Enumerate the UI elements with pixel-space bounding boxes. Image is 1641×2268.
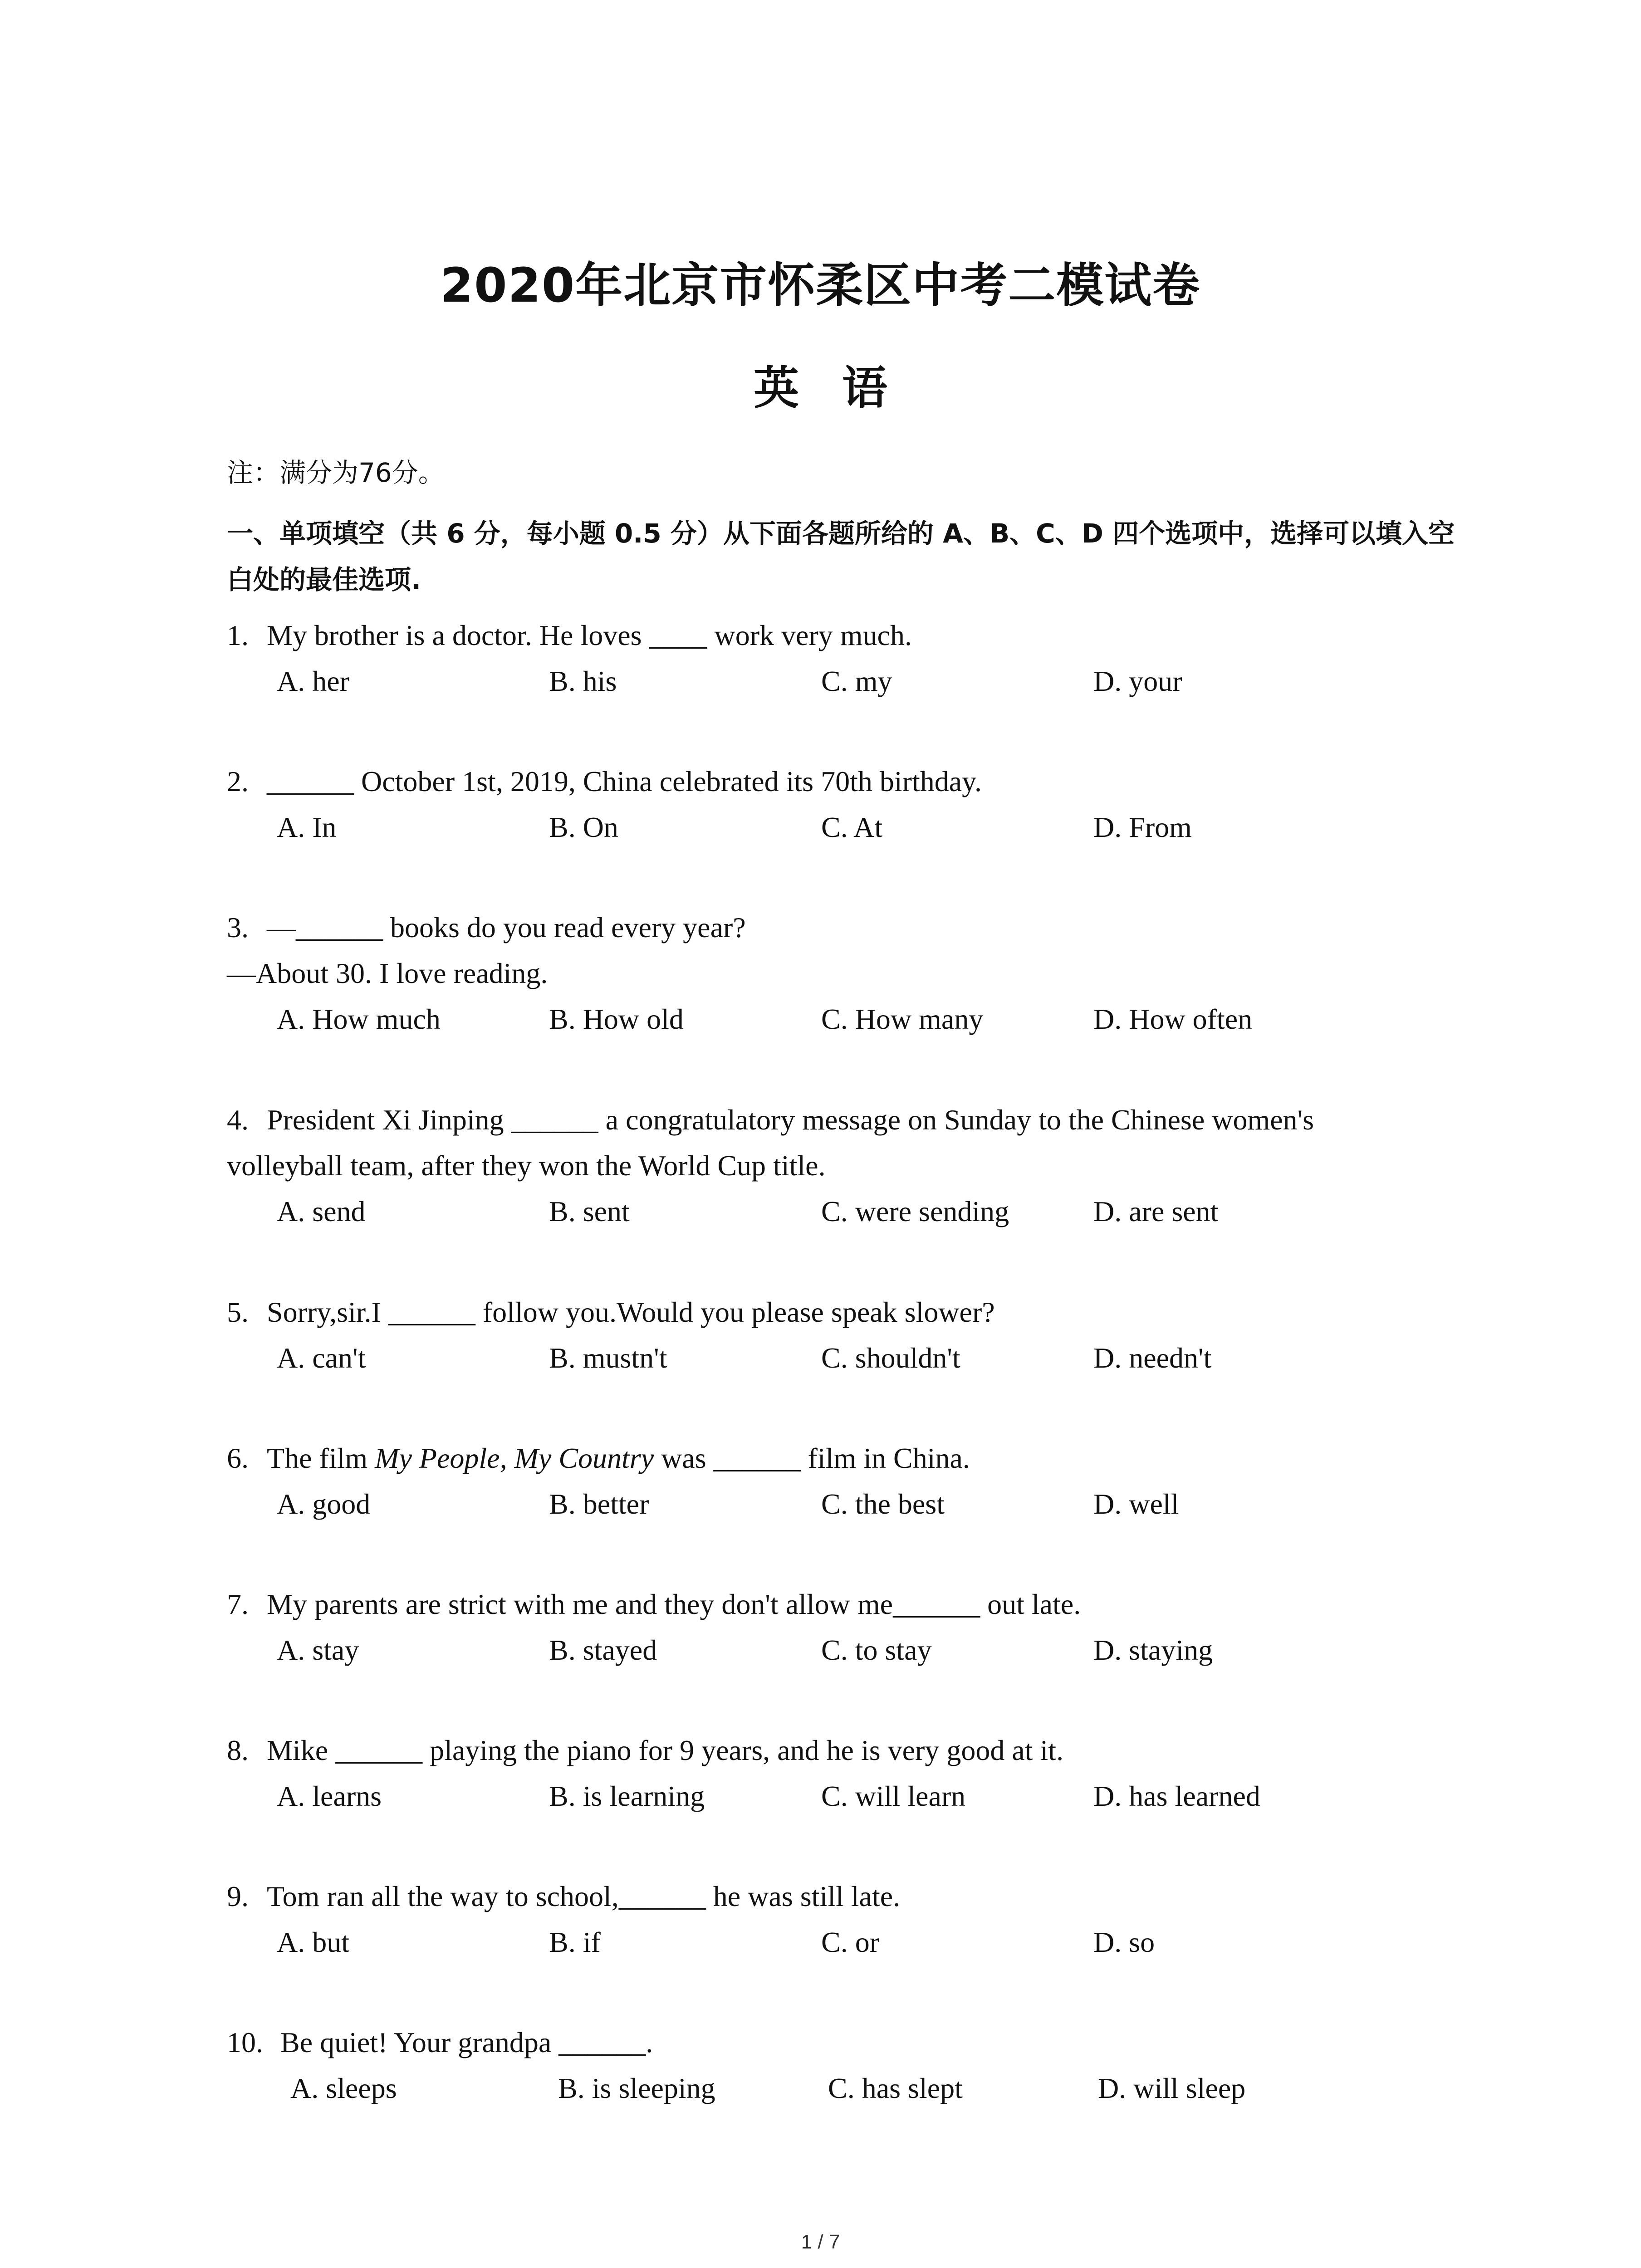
question-stem	[227, 758, 1452, 804]
option-row	[227, 1919, 1452, 1965]
option-c: C. has slept	[828, 2072, 963, 2104]
question-text: Be quiet! Your grandpa ______.	[280, 2026, 653, 2058]
question-text-cont: volleyball team, after they won the World Cup title.	[227, 1149, 826, 1182]
option-b: B. is learning	[549, 1780, 705, 1812]
option-c: C. or	[821, 1926, 879, 1958]
question-text-cont: —About 30. I love reading.	[227, 957, 548, 989]
option-a: A. How much	[277, 1003, 441, 1035]
option-row	[227, 1188, 1452, 1234]
option-d: D. are sent	[1093, 1195, 1219, 1227]
option-b: B. if	[549, 1926, 601, 1958]
question-3	[227, 904, 1452, 1097]
option-d: D. your	[1093, 665, 1182, 697]
question-text: —______ books do you read every year?	[267, 911, 746, 943]
question-text: Sorry,sir.I ______ follow you.Would you please speak slower?	[267, 1296, 995, 1328]
score-note: 注：满分为76分。	[227, 457, 445, 488]
option-b: B. mustn't	[549, 1342, 667, 1374]
question-4	[227, 1097, 1452, 1289]
option-c: C. How many	[821, 1003, 984, 1035]
question-6	[227, 1435, 1452, 1581]
question-stem	[227, 612, 1452, 658]
option-c: C. will learn	[821, 1780, 966, 1812]
option-c: C. At	[821, 811, 883, 843]
question-8	[227, 1727, 1452, 1873]
option-row	[227, 804, 1452, 850]
film-title: My People, My Country	[375, 1442, 654, 1474]
question-number: 10.	[227, 2026, 263, 2058]
question-stem	[227, 1581, 1452, 1627]
option-a: A. can't	[277, 1342, 366, 1374]
option-row	[227, 1627, 1452, 1673]
question-stem	[227, 904, 1452, 950]
option-b: B. On	[549, 811, 618, 843]
option-d: D. From	[1093, 811, 1192, 843]
question-text: My parents are strict with me and they don't allow me______ out late.	[267, 1588, 1081, 1620]
option-a: A. stay	[277, 1634, 359, 1666]
exam-title: 2020年北京市怀柔区中考二模试卷	[440, 258, 1201, 313]
question-stem	[227, 1435, 1452, 1481]
option-a: A. her	[277, 665, 349, 697]
option-a: A. send	[277, 1195, 366, 1227]
question-list	[227, 612, 1452, 2165]
subject-title: 英 语	[754, 362, 887, 415]
question-number: 8.	[227, 1734, 249, 1766]
option-b: B. is sleeping	[558, 2072, 715, 2104]
option-c: C. shouldn't	[821, 1342, 960, 1374]
question-text-after: was ______ film in China.	[654, 1442, 970, 1474]
option-a: A. but	[277, 1926, 349, 1958]
option-row	[227, 1481, 1452, 1527]
option-d: D. has learned	[1093, 1780, 1260, 1812]
question-1	[227, 612, 1452, 758]
option-d: D. staying	[1093, 1634, 1213, 1666]
option-row	[227, 1335, 1452, 1381]
question-stem	[227, 1289, 1452, 1335]
option-d: D. will sleep	[1098, 2072, 1246, 2104]
option-c: C. my	[821, 665, 892, 697]
option-b: B. sent	[549, 1195, 630, 1227]
question-stem	[227, 1727, 1452, 1773]
question-9	[227, 1873, 1452, 2019]
option-d: D. well	[1093, 1488, 1179, 1520]
question-text: President Xi Jinping ______ a congratulatory message on Sunday to the Chinese women's	[267, 1104, 1314, 1136]
option-d: D. How often	[1093, 1003, 1253, 1035]
question-text: My brother is a doctor. He loves ____ work very much.	[267, 619, 912, 651]
question-text-before: The film	[267, 1442, 375, 1474]
option-row	[227, 1773, 1452, 1819]
question-stem	[227, 1873, 1452, 1919]
question-2	[227, 758, 1452, 904]
question-number: 6.	[227, 1442, 249, 1474]
question-number: 9.	[227, 1880, 249, 1912]
question-7	[227, 1581, 1452, 1727]
question-text: Tom ran all the way to school,______ he was still late.	[267, 1880, 901, 1912]
option-c: C. the best	[821, 1488, 945, 1520]
question-number: 5.	[227, 1296, 249, 1328]
question-number: 2.	[227, 765, 249, 797]
option-d: D. so	[1093, 1926, 1155, 1958]
option-row	[227, 996, 1452, 1042]
option-b: B. stayed	[549, 1634, 657, 1666]
option-a: A. good	[277, 1488, 371, 1520]
question-10	[227, 2019, 1452, 2165]
question-stem	[227, 2019, 1452, 2065]
option-a: A. sleeps	[290, 2072, 397, 2104]
option-row	[227, 2065, 1452, 2111]
option-a: A. In	[277, 811, 337, 843]
option-d: D. needn't	[1093, 1342, 1212, 1374]
option-b: B. better	[549, 1488, 649, 1520]
question-stem	[227, 1097, 1452, 1143]
option-c: C. to stay	[821, 1634, 932, 1666]
option-b: B. his	[549, 665, 617, 697]
section-heading: 一、单项填空（共 6 分，每小题 0.5 分）从下面各题所给的 A、B、C、D 四个选项中，选择可以填入空白处的最佳选项.	[227, 518, 1455, 595]
question-5	[227, 1289, 1452, 1435]
page-number: 1 / 7	[801, 2231, 840, 2253]
option-a: A. learns	[277, 1780, 382, 1812]
question-number: 3.	[227, 911, 249, 943]
question-number: 7.	[227, 1588, 249, 1620]
question-number: 1.	[227, 619, 249, 651]
option-b: B. How old	[549, 1003, 684, 1035]
option-c: C. were sending	[821, 1195, 1009, 1227]
question-text: ______ October 1st, 2019, China celebrated its 70th birthday.	[267, 765, 982, 797]
option-row	[227, 658, 1452, 704]
question-text: Mike ______ playing the piano for 9 years, and he is very good at it.	[267, 1734, 1064, 1766]
question-number: 4.	[227, 1104, 249, 1136]
